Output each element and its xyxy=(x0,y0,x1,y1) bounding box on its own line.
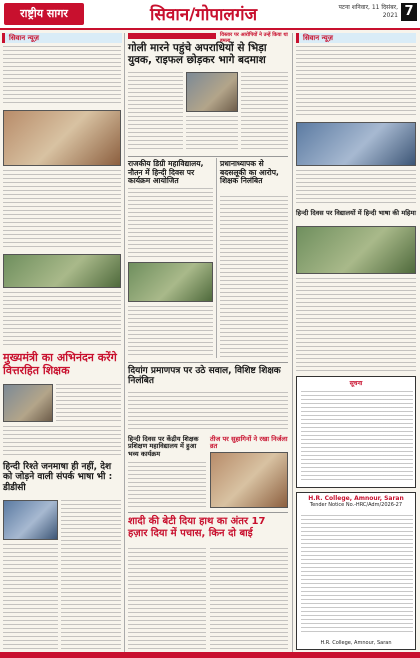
left-photo-1 xyxy=(3,110,121,166)
ad2-title: H.R. College, Amnour, Saran xyxy=(308,495,404,502)
page-number: 7 xyxy=(401,3,417,21)
advertisement-2 xyxy=(296,492,416,650)
left-column-text-7 xyxy=(3,544,58,650)
center-top-bar xyxy=(128,33,216,39)
masthead xyxy=(0,0,420,30)
edition-date: पटना शनिवार, 11 दिसंबर, 2021 xyxy=(338,4,398,19)
center-rule-2 xyxy=(128,362,288,363)
center-text-7 xyxy=(128,392,288,432)
center-big-headline: शादी की बेटी दिया हाथ का अंतर 17 हज़ार दिया में पचास, किन दो बाई xyxy=(128,516,266,539)
center-rule-3 xyxy=(128,512,288,513)
left-column-text xyxy=(3,46,121,106)
left-headline-1: मुख्यमंत्री का अभिनंदन करेंगे वित्तरहित शिक्षक xyxy=(3,351,117,377)
center-photo-3 xyxy=(210,452,288,508)
center-text-10 xyxy=(210,548,288,650)
center-text-3 xyxy=(241,72,288,152)
right-text-3 xyxy=(296,278,416,372)
left-column-text-3 xyxy=(3,292,121,348)
center-text-2 xyxy=(186,116,238,152)
right-text-2 xyxy=(296,170,416,206)
center-bottom-left-headline: हिन्दी दिवस पर केंद्रीय शिक्षक प्रशिक्षण महाविद्यालय में हुआ भव्य कार्यक्रम xyxy=(128,435,199,458)
center-top-headline: गोली मारने पहुंचे अपराधियों से भिड़ा युवक, राइफल छोड़कर भागे बदमाश xyxy=(128,42,267,67)
center-rule-1 xyxy=(128,156,288,157)
center-text-4 xyxy=(128,188,213,258)
left-photo-4 xyxy=(3,500,58,540)
center-text-6 xyxy=(220,196,288,358)
ad1-text xyxy=(301,391,413,483)
newspaper-logo: राष्ट्रीय सागर xyxy=(4,3,84,25)
right-photo-2 xyxy=(296,226,416,274)
ad1-title: सूचना xyxy=(349,380,363,387)
advertisement-1 xyxy=(296,376,416,488)
center-inner-divider xyxy=(216,158,217,358)
center-mid-headline-left: राजकीय डिग्री महाविद्यालय, नौतन में हिन्दी दिवस पर कार्यक्रम आयोजित xyxy=(128,159,204,186)
ad2-text xyxy=(301,515,413,635)
left-column-text-5 xyxy=(3,426,121,458)
left-headline-2: हिन्दी रिश्ते जनमाषा ही नहीं, देश को जोड़ने वाली संपर्क भाषा भी : डीडीसी xyxy=(3,462,113,493)
right-text-1 xyxy=(296,46,416,118)
center-text-5 xyxy=(128,306,213,358)
center-text-8 xyxy=(128,462,206,508)
center-photo-2 xyxy=(128,262,213,302)
section-tag-left: सिवान न्यूज़ xyxy=(2,33,122,43)
center-photo-1 xyxy=(186,72,238,112)
ad2-footer: H.R. College, Amnour, Saran xyxy=(320,640,392,646)
center-text-1 xyxy=(128,72,183,152)
column-divider-2 xyxy=(292,33,293,653)
section-tag-right: सिवान न्यूज़ xyxy=(296,33,416,43)
right-photo-1 xyxy=(296,122,416,166)
center-text-9 xyxy=(128,548,206,650)
edition-title: सिवान/गोपालगंज xyxy=(150,5,258,25)
column-divider-1 xyxy=(124,33,125,653)
left-photo-2 xyxy=(3,254,121,288)
left-column-text-2 xyxy=(3,170,121,250)
center-bottom-headline: दियांग प्रमाणपत्र पर उठे सवाल, विशिष्ट शिक्षक निलंबित xyxy=(128,366,281,387)
center-mid-headline-right: प्रधानाध्यापक से बदसलूकी का आरोप, शिक्षक निलंबित xyxy=(220,159,279,186)
left-column-text-6 xyxy=(61,500,121,650)
left-photo-3 xyxy=(3,384,53,422)
right-caption: हिन्दी दिवस पर विद्यालयों में हिन्दी भाषा की महिमा xyxy=(296,209,416,217)
center-bottom-right-headline: तीज पर सुहागिनों ने रखा निर्जला व्रत xyxy=(210,435,288,451)
ad2-subtitle: Tender Notice No.-HRC/Adm/2026-27 xyxy=(309,502,403,508)
center-top-side-headline: विस्तार पर आरोपियों ने उन्हें किया था हमला xyxy=(220,32,288,44)
left-column-text-4 xyxy=(56,384,121,422)
page-footer-bar xyxy=(0,652,420,658)
